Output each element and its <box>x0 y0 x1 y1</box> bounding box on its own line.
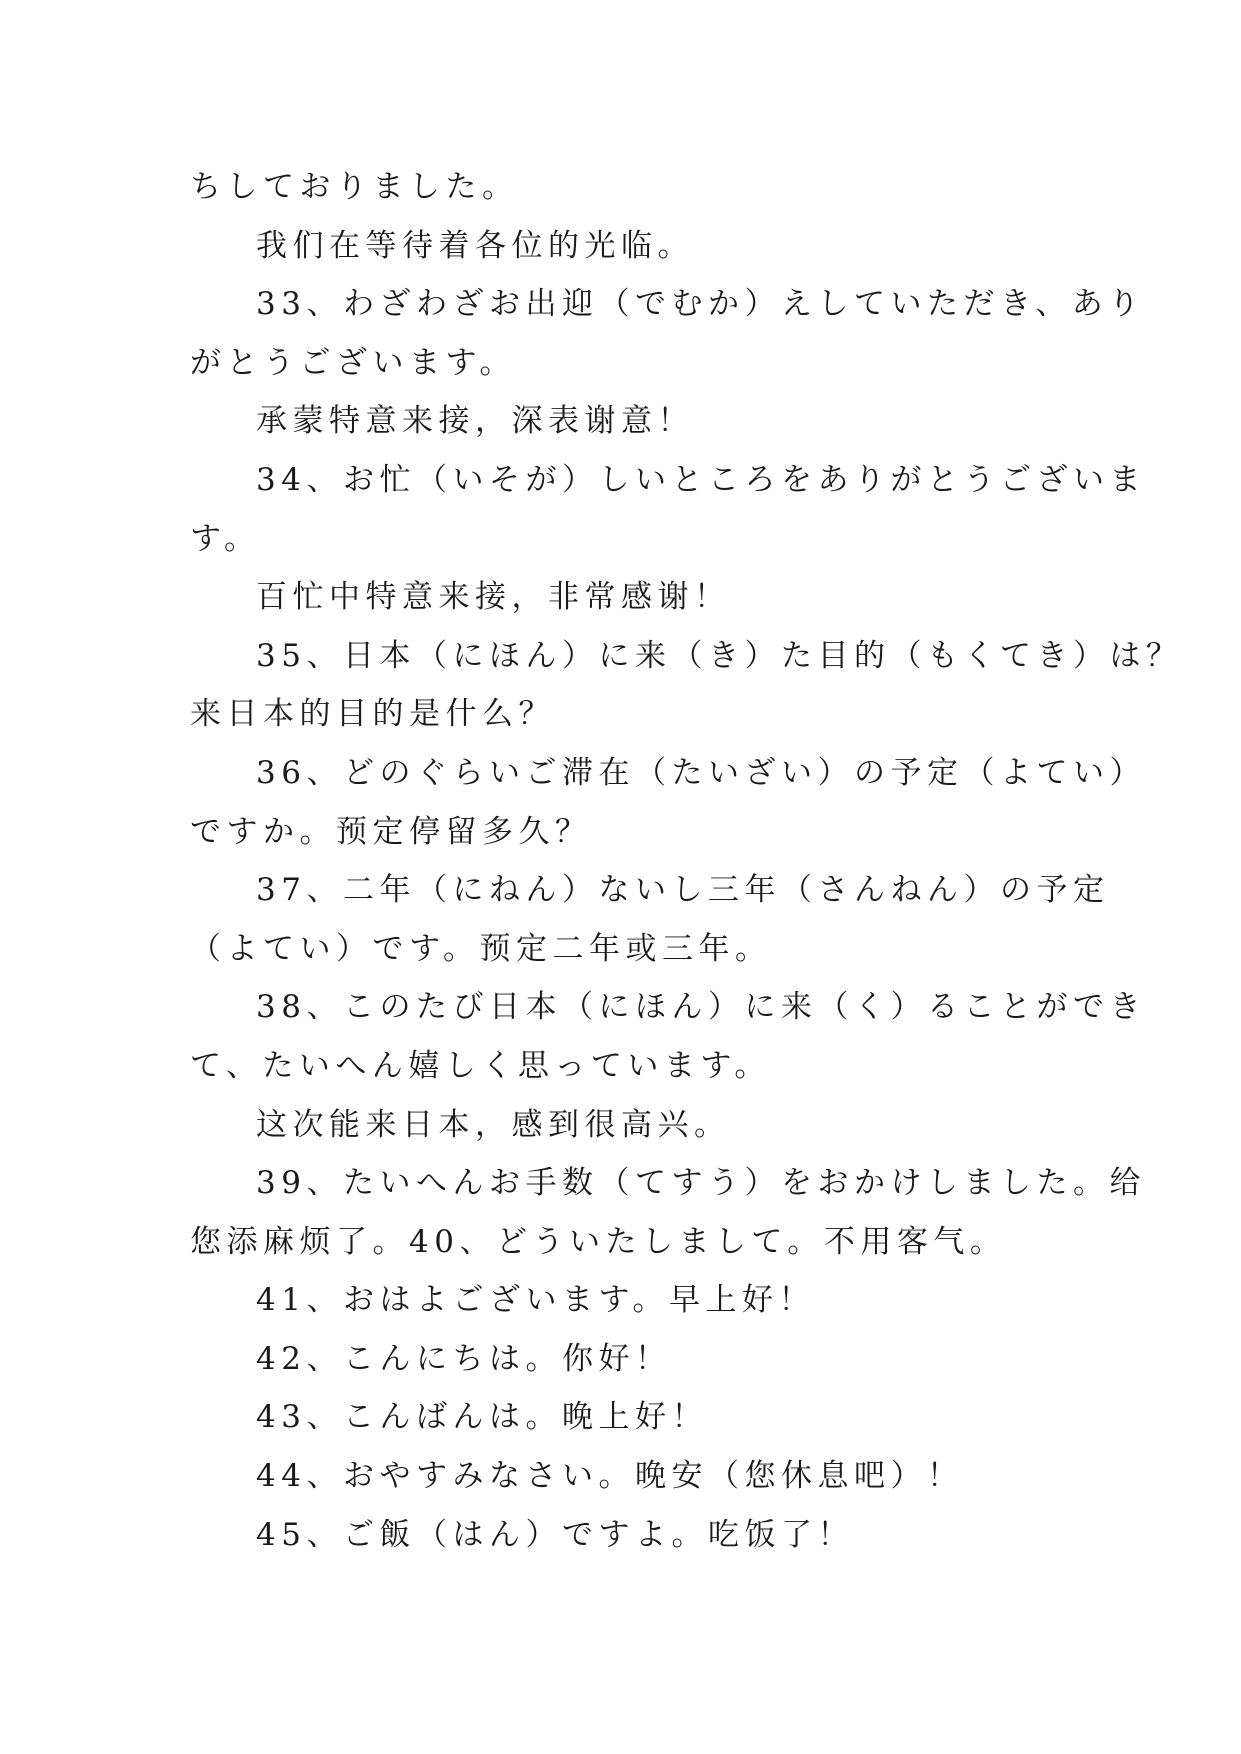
text-line: 您添麻烦了。40、どういたしまして。不用客气。 <box>190 1223 1007 1260</box>
text-line: 我们在等待着各位的光临。 <box>256 227 694 264</box>
text-line: 43、こんばんは。晚上好！ <box>256 1399 708 1436</box>
text-line: 39、たいへんお手数（てすう）をおかけしました。给 <box>256 1165 1146 1202</box>
text-line: て、たいへん嬉しく思っています。 <box>190 1047 771 1084</box>
text-line: 这次能来日本，感到很高兴。 <box>256 1106 731 1143</box>
text-line: 35、日本（にほん）に来（き）た目的（もくてき）は？ <box>256 637 1183 674</box>
text-line: 42、こんにちは。你好！ <box>256 1340 672 1377</box>
text-line: 44、おやすみなさい。晚安（您休息吧）！ <box>256 1458 964 1495</box>
text-line: ですか。预定停留多久？ <box>190 813 592 850</box>
text-line: （よてい）です。预定二年或三年。 <box>190 930 772 967</box>
text-line: 37、二年（にねん）ないし三年（さんねん）の予定 <box>256 872 1110 909</box>
text-line: 45、ご飯（はん）ですよ。吃饭了！ <box>256 1516 854 1553</box>
text-line: 来日本的目的是什么？ <box>190 696 555 733</box>
text-line: がとうございます。 <box>190 344 517 381</box>
document-body <box>190 158 1183 1564</box>
text-line: ちしておりました。 <box>190 169 519 205</box>
text-line: 41、おはよございます。早上好！ <box>256 1282 815 1319</box>
text-line: 34、お忙（いそが）しいところをありがとうございま <box>256 461 1146 498</box>
text-line: 36、どのぐらいご滞在（たいざい）の予定（よてい） <box>256 754 1146 791</box>
text-line: す。 <box>190 520 261 557</box>
text-line: 百忙中特意来接，非常感谢！ <box>256 579 731 616</box>
text-line: 38、このたび日本（にほん）に来（く）ることができ <box>256 989 1146 1026</box>
text-line: 33、わざわざお出迎（でむか）えしていただき、あり <box>256 286 1145 323</box>
text-line: 承蒙特意来接，深表谢意！ <box>256 403 694 440</box>
